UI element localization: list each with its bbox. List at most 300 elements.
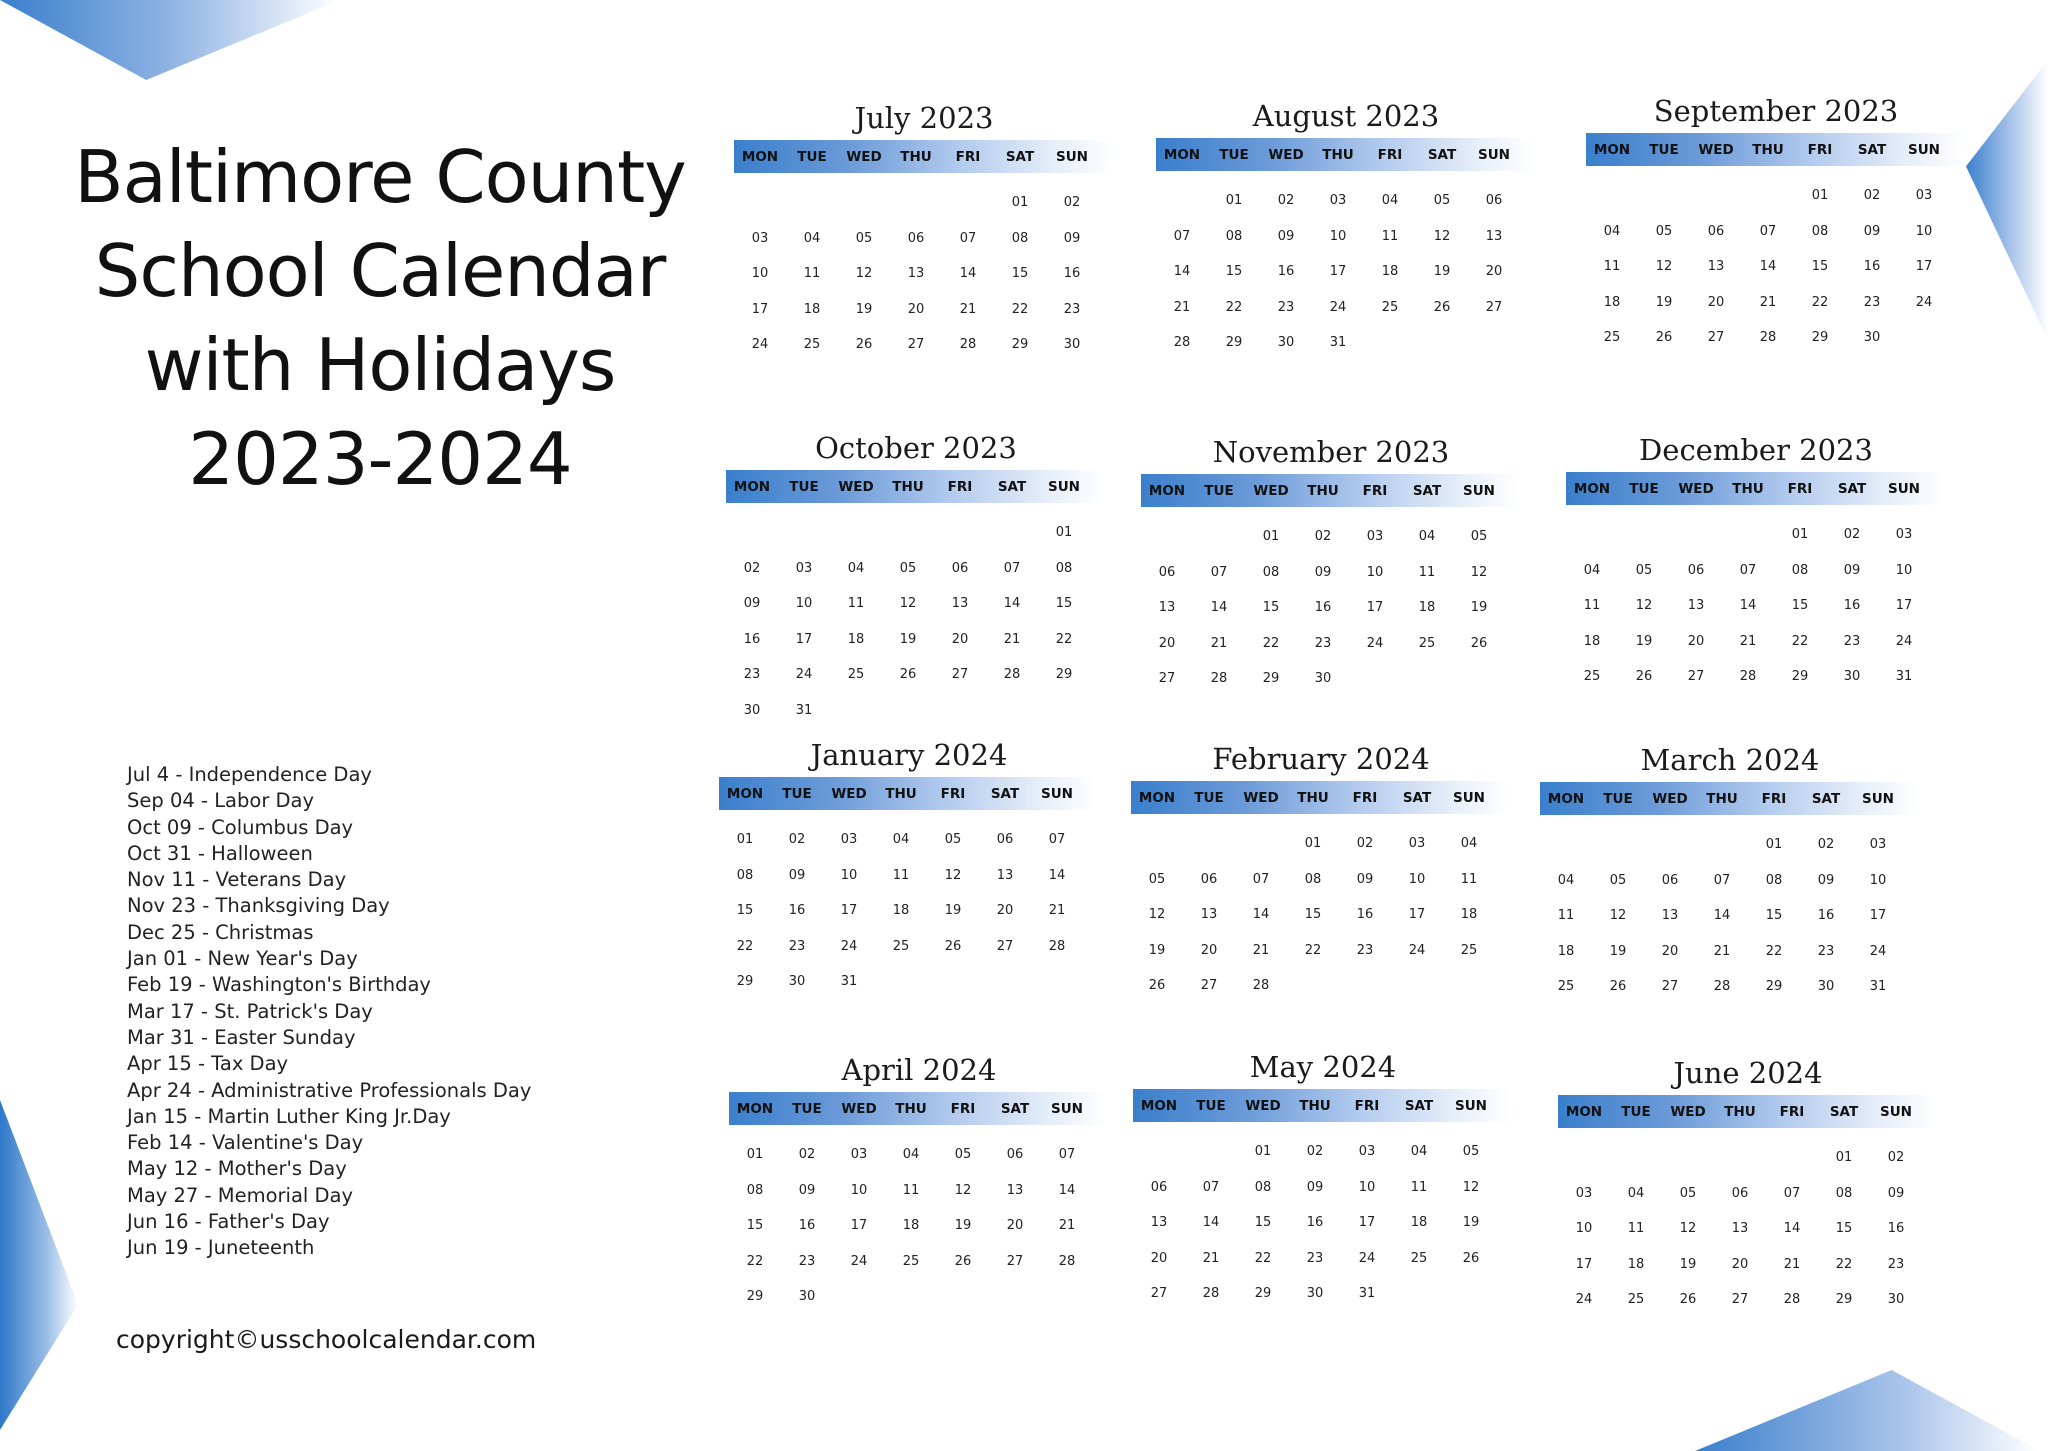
day-cell: 04 [1603, 223, 1621, 239]
day-cell: 30 [1817, 979, 1835, 994]
day-cell: 20 [1200, 942, 1218, 958]
day-cell: 01 [1304, 836, 1322, 851]
day-cell: 02 [1843, 527, 1861, 542]
day-cell: 02 [1817, 837, 1835, 852]
weekday-label: SAT [1829, 1103, 1859, 1120]
day-cell: 11 [902, 1182, 920, 1198]
empty-day-cell [1235, 826, 1287, 862]
empty-day-cell [734, 185, 786, 221]
day-cell: 13 [1006, 1182, 1024, 1198]
holiday-item: Feb 19 - Washington's Birthday [127, 973, 431, 997]
weekday-label: TUE [792, 1100, 822, 1117]
weekday-label: MON [1140, 1097, 1178, 1114]
month-calendar [1586, 91, 1966, 356]
day-cell: 27 [996, 938, 1014, 954]
day-cell: 29 [746, 1289, 764, 1304]
day-cell: 26 [1148, 978, 1166, 993]
day-cell: 24 [1895, 633, 1913, 649]
day-cell: 11 [1627, 1221, 1645, 1236]
day-cell: 23 [1306, 1250, 1324, 1266]
day-grid [729, 1137, 1109, 1315]
weekday-header-bar [1141, 474, 1519, 507]
day-cell: 21 [1210, 635, 1228, 651]
month-title: July 2023 [854, 101, 994, 135]
empty-day-cell [726, 515, 778, 551]
day-cell: 01 [736, 832, 754, 847]
month-title: October 2023 [815, 431, 1017, 465]
month-calendar [1133, 1047, 1513, 1312]
day-cell: 27 [1158, 671, 1176, 686]
weekday-label: SUN [1048, 478, 1080, 495]
day-cell: 17 [1358, 1215, 1376, 1230]
day-cell: 20 [1731, 1256, 1749, 1272]
day-cell: 14 [1783, 1221, 1801, 1236]
holiday-item: May 12 - Mother's Day [127, 1157, 347, 1181]
day-cell: 24 [795, 667, 813, 682]
day-cell: 16 [1063, 266, 1081, 281]
day-cell: 28 [1202, 1286, 1220, 1301]
day-cell: 22 [1262, 635, 1280, 651]
day-cell: 13 [1150, 1215, 1168, 1230]
weekday-label: SAT [1412, 482, 1442, 499]
day-cell: 01 [1262, 529, 1280, 544]
empty-day-cell [1618, 517, 1670, 553]
month-title: March 2024 [1640, 743, 1820, 777]
empty-day-cell [1722, 517, 1774, 553]
day-cell: 19 [1679, 1256, 1697, 1272]
weekday-label: WED [831, 785, 867, 802]
day-cell: 09 [798, 1182, 816, 1198]
day-cell: 19 [899, 631, 917, 647]
weekday-label: MON [736, 1100, 774, 1117]
day-cell: 20 [1661, 943, 1679, 959]
day-cell: 21 [1173, 299, 1191, 315]
weekday-label: THU [1724, 1103, 1756, 1120]
weekday-label: THU [1706, 790, 1738, 807]
weekday-header-bar [1156, 138, 1534, 171]
day-cell: 16 [1843, 598, 1861, 613]
weekday-label: FRI [950, 1100, 976, 1117]
title-line: Baltimore County [74, 135, 686, 219]
day-cell: 22 [736, 938, 754, 954]
day-cell: 30 [1314, 671, 1332, 686]
day-cell: 23 [1863, 294, 1881, 310]
empty-day-cell [1566, 517, 1618, 553]
day-cell: 13 [1158, 600, 1176, 615]
day-cell: 11 [803, 266, 821, 281]
weekday-label: THU [1299, 1097, 1331, 1114]
day-cell: 26 [1470, 635, 1488, 651]
month-calendar [719, 735, 1099, 1000]
day-cell: 27 [1707, 330, 1725, 345]
day-cell: 17 [1869, 908, 1887, 923]
empty-day-cell [986, 515, 1038, 551]
day-cell: 18 [1557, 943, 1575, 959]
weekday-label: SUN [1888, 480, 1920, 497]
day-cell: 31 [1329, 335, 1347, 350]
day-cell: 06 [1707, 223, 1725, 239]
day-cell: 06 [1158, 564, 1176, 580]
day-cell: 10 [795, 596, 813, 611]
weekday-header-bar [1540, 782, 1918, 815]
weekday-label: FRI [1354, 1097, 1380, 1114]
day-cell: 24 [1329, 299, 1347, 315]
day-cell: 07 [1210, 564, 1228, 580]
day-cell: 15 [1225, 264, 1243, 279]
day-cell: 06 [1150, 1179, 1168, 1195]
day-cell: 17 [1895, 598, 1913, 613]
day-cell: 17 [840, 903, 858, 918]
day-cell: 10 [1408, 871, 1426, 887]
weekday-label: FRI [940, 785, 966, 802]
day-cell: 05 [899, 560, 917, 576]
weekday-header-bar [1133, 1089, 1511, 1122]
empty-day-cell [1141, 519, 1193, 555]
day-cell: 13 [1485, 228, 1503, 244]
day-cell: 12 [1635, 598, 1653, 613]
day-cell: 11 [1603, 259, 1621, 274]
day-grid [1586, 178, 1966, 356]
day-cell: 20 [1158, 635, 1176, 651]
empty-day-cell [890, 185, 942, 221]
day-cell: 29 [1791, 669, 1809, 684]
day-cell: 29 [1262, 671, 1280, 686]
empty-day-cell [1558, 1140, 1610, 1176]
day-cell: 29 [1254, 1286, 1272, 1301]
day-cell: 27 [1485, 299, 1503, 315]
day-grid [1156, 183, 1536, 361]
day-cell: 08 [1225, 228, 1243, 244]
holiday-item: Apr 24 - Administrative Professionals Day [127, 1078, 532, 1102]
day-cell: 08 [1055, 560, 1073, 576]
empty-day-cell [882, 515, 934, 551]
day-cell: 02 [743, 560, 761, 576]
day-cell: 28 [1783, 1292, 1801, 1307]
day-cell: 01 [1811, 188, 1829, 203]
day-cell: 18 [1460, 907, 1478, 922]
month-title: November 2023 [1212, 435, 1450, 469]
day-cell: 06 [1687, 562, 1705, 578]
weekday-label: WED [841, 1100, 877, 1117]
day-cell: 18 [803, 301, 821, 317]
day-cell: 26 [1433, 299, 1451, 315]
day-cell: 23 [1277, 299, 1295, 315]
day-cell: 09 [1356, 871, 1374, 887]
day-cell: 15 [1011, 266, 1029, 281]
empty-day-cell [838, 185, 890, 221]
weekday-label: SUN [1880, 1103, 1912, 1120]
day-cell: 31 [1869, 979, 1887, 994]
day-cell: 18 [847, 631, 865, 647]
weekday-label: WED [1243, 789, 1279, 806]
day-cell: 03 [850, 1147, 868, 1162]
day-cell: 14 [1713, 908, 1731, 923]
day-cell: 07 [959, 230, 977, 246]
holiday-item: Mar 17 - St. Patrick's Day [127, 999, 373, 1023]
day-cell: 04 [902, 1147, 920, 1162]
day-cell: 12 [1470, 564, 1488, 580]
day-cell: 24 [1358, 1250, 1376, 1266]
day-cell: 15 [1835, 1221, 1853, 1236]
day-cell: 05 [944, 832, 962, 847]
day-cell: 15 [1304, 907, 1322, 922]
day-cell: 07 [1202, 1179, 1220, 1195]
day-cell: 16 [1863, 259, 1881, 274]
day-cell: 08 [736, 867, 754, 883]
weekday-label: WED [846, 148, 882, 165]
weekday-label: MON [1547, 790, 1585, 807]
day-cell: 24 [840, 938, 858, 954]
day-cell: 12 [1679, 1221, 1697, 1236]
day-cell: 18 [1583, 633, 1601, 649]
empty-day-cell [1592, 827, 1644, 863]
day-cell: 19 [1609, 943, 1627, 959]
day-cell: 07 [1252, 871, 1270, 887]
day-cell: 17 [1366, 600, 1384, 615]
day-cell: 14 [1058, 1182, 1076, 1198]
holiday-item: Jan 01 - New Year's Day [127, 947, 358, 971]
day-cell: 15 [1791, 598, 1809, 613]
day-cell: 23 [1817, 943, 1835, 959]
holiday-item: Mar 31 - Easter Sunday [127, 1025, 356, 1049]
day-cell: 18 [1381, 264, 1399, 279]
day-cell: 17 [795, 631, 813, 647]
day-cell: 19 [954, 1218, 972, 1233]
weekday-header-bar [726, 470, 1104, 503]
day-cell: 09 [743, 596, 761, 611]
day-cell: 15 [1262, 600, 1280, 615]
day-cell: 16 [1314, 600, 1332, 615]
day-cell: 10 [1915, 223, 1933, 239]
day-cell: 12 [1433, 228, 1451, 244]
day-cell: 06 [907, 230, 925, 246]
day-cell: 11 [1418, 564, 1436, 580]
day-cell: 27 [1006, 1253, 1024, 1269]
empty-day-cell [1586, 178, 1638, 214]
day-cell: 07 [1739, 562, 1757, 578]
day-cell: 04 [1410, 1144, 1428, 1159]
weekday-header-bar [1131, 781, 1509, 814]
day-cell: 01 [1765, 837, 1783, 852]
weekday-label: MON [1565, 1103, 1603, 1120]
day-cell: 06 [951, 560, 969, 576]
day-cell: 05 [1635, 562, 1653, 578]
day-cell: 18 [902, 1218, 920, 1233]
day-grid [719, 822, 1099, 1000]
day-cell: 17 [1575, 1256, 1593, 1272]
empty-day-cell [1690, 178, 1742, 214]
day-cell: 25 [1460, 942, 1478, 958]
day-cell: 04 [1627, 1185, 1645, 1201]
day-cell: 22 [746, 1253, 764, 1269]
weekday-label: SUN [1908, 141, 1940, 158]
weekday-label: SAT [997, 478, 1027, 495]
day-cell: 05 [1148, 871, 1166, 887]
weekday-label: THU [1297, 789, 1329, 806]
day-cell: 25 [1381, 299, 1399, 315]
holiday-item: Jul 4 - Independence Day [127, 763, 372, 786]
day-cell: 28 [1252, 978, 1270, 993]
day-cell: 09 [1863, 223, 1881, 239]
day-cell: 31 [1895, 669, 1913, 684]
day-cell: 12 [1148, 907, 1166, 922]
title-line: School Calendar [94, 229, 666, 313]
day-cell: 23 [1356, 942, 1374, 958]
day-cell: 06 [1485, 193, 1503, 208]
day-cell: 03 [840, 832, 858, 847]
weekday-label: THU [1307, 482, 1339, 499]
weekday-header-bar [1586, 133, 1964, 166]
weekday-label: TUE [797, 148, 827, 165]
holiday-item: Dec 25 - Christmas [127, 920, 314, 944]
day-cell: 13 [1731, 1221, 1749, 1236]
day-cell: 17 [1408, 907, 1426, 922]
day-cell: 08 [1262, 564, 1280, 580]
day-cell: 25 [1603, 330, 1621, 345]
day-cell: 10 [1575, 1221, 1593, 1236]
day-cell: 03 [1358, 1144, 1376, 1159]
day-cell: 24 [1575, 1292, 1593, 1307]
day-cell: 03 [1895, 527, 1913, 542]
day-cell: 28 [1713, 979, 1731, 994]
day-cell: 28 [1058, 1253, 1076, 1269]
empty-day-cell [1766, 1140, 1818, 1176]
day-cell: 23 [743, 667, 761, 682]
day-cell: 02 [798, 1147, 816, 1162]
day-cell: 26 [1635, 669, 1653, 684]
empty-day-cell [1183, 826, 1235, 862]
decorative-corner-top-right [1966, 60, 2048, 340]
day-cell: 04 [1583, 562, 1601, 578]
day-cell: 07 [1173, 228, 1191, 244]
day-cell: 14 [1173, 264, 1191, 279]
day-cell: 17 [850, 1218, 868, 1233]
decorative-corner-top-left [0, 0, 340, 80]
weekday-label: THU [885, 785, 917, 802]
holiday-item: Nov 11 - Veterans Day [127, 868, 347, 892]
day-cell: 29 [1765, 979, 1783, 994]
day-cell: 28 [959, 337, 977, 352]
day-cell: 11 [1381, 228, 1399, 244]
day-cell: 25 [902, 1253, 920, 1269]
day-grid [1133, 1134, 1513, 1312]
day-cell: 13 [1200, 907, 1218, 922]
day-cell: 02 [788, 832, 806, 847]
day-cell: 03 [1366, 529, 1384, 544]
day-cell: 09 [1817, 872, 1835, 888]
weekday-label: WED [1268, 146, 1304, 163]
day-cell: 21 [1003, 631, 1021, 647]
day-cell: 18 [1410, 1215, 1428, 1230]
weekday-header-bar [1558, 1095, 1936, 1128]
day-cell: 08 [1811, 223, 1829, 239]
day-cell: 20 [1687, 633, 1705, 649]
weekday-label: TUE [782, 785, 812, 802]
day-cell: 30 [1277, 335, 1295, 350]
day-cell: 04 [1460, 836, 1478, 851]
month-title: January 2024 [810, 738, 1008, 772]
weekday-label: SAT [1857, 141, 1887, 158]
day-cell: 19 [855, 301, 873, 317]
day-cell: 17 [1329, 264, 1347, 279]
day-cell: 03 [1915, 188, 1933, 203]
day-cell: 14 [1202, 1215, 1220, 1230]
day-cell: 04 [803, 230, 821, 246]
day-cell: 05 [1433, 193, 1451, 208]
day-cell: 23 [1887, 1256, 1905, 1272]
day-cell: 16 [743, 631, 761, 647]
day-cell: 29 [1835, 1292, 1853, 1307]
day-cell: 05 [1655, 223, 1673, 239]
weekday-label: WED [1245, 1097, 1281, 1114]
day-cell: 29 [1225, 335, 1243, 350]
weekday-label: THU [1752, 141, 1784, 158]
day-cell: 30 [1843, 669, 1861, 684]
day-cell: 22 [1055, 631, 1073, 647]
day-cell: 16 [1356, 907, 1374, 922]
day-cell: 07 [1003, 560, 1021, 576]
day-cell: 01 [1055, 525, 1073, 540]
day-cell: 15 [1254, 1215, 1272, 1230]
day-cell: 31 [1358, 1286, 1376, 1301]
weekday-label: TUE [1629, 480, 1659, 497]
holiday-item: Apr 15 - Tax Day [127, 1052, 289, 1076]
day-cell: 26 [899, 667, 917, 682]
weekday-label: MON [1148, 482, 1186, 499]
day-cell: 30 [1063, 337, 1081, 352]
weekday-label: THU [900, 148, 932, 165]
day-cell: 23 [1314, 635, 1332, 651]
weekday-label: WED [1670, 1103, 1706, 1120]
day-grid [1566, 517, 1946, 695]
day-cell: 03 [1408, 836, 1426, 851]
day-cell: 17 [1915, 259, 1933, 274]
day-cell: 24 [751, 337, 769, 352]
day-cell: 15 [746, 1218, 764, 1233]
holiday-item: Sep 04 - Labor Day [127, 789, 315, 813]
weekday-label: TUE [1603, 790, 1633, 807]
empty-day-cell [1670, 517, 1722, 553]
day-cell: 12 [944, 867, 962, 883]
weekday-label: MON [1163, 146, 1201, 163]
day-cell: 18 [1627, 1256, 1645, 1272]
day-cell: 12 [954, 1182, 972, 1198]
weekday-label: FRI [1377, 146, 1403, 163]
day-cell: 30 [798, 1289, 816, 1304]
day-cell: 21 [959, 301, 977, 317]
day-cell: 09 [1277, 228, 1295, 244]
day-cell: 21 [1252, 942, 1270, 958]
day-grid [1558, 1140, 1938, 1318]
day-cell: 06 [1731, 1185, 1749, 1201]
empty-day-cell [778, 515, 830, 551]
weekday-label: SAT [1837, 480, 1867, 497]
day-cell: 15 [1811, 259, 1829, 274]
day-cell: 28 [1003, 667, 1021, 682]
day-grid [734, 185, 1114, 363]
day-cell: 30 [1887, 1292, 1905, 1307]
month-calendar [726, 428, 1106, 728]
empty-day-cell [1193, 519, 1245, 555]
day-cell: 31 [840, 974, 858, 989]
day-cell: 11 [1460, 871, 1478, 887]
day-cell: 26 [855, 337, 873, 352]
day-cell: 06 [1661, 872, 1679, 888]
day-cell: 19 [1433, 264, 1451, 279]
day-cell: 11 [847, 596, 865, 611]
day-cell: 23 [1063, 301, 1081, 317]
weekday-label: FRI [1362, 482, 1388, 499]
